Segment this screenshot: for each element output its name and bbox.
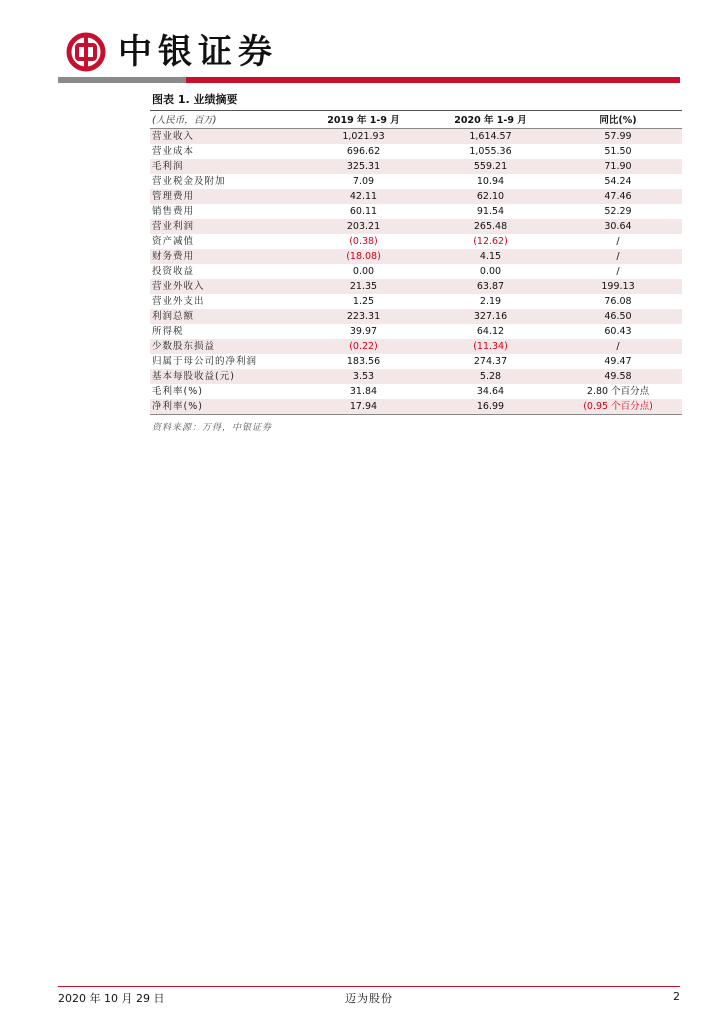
cell-2020: (12.62) bbox=[473, 236, 508, 247]
table-row bbox=[150, 189, 682, 204]
cell-yoy: 30.64 bbox=[554, 219, 682, 234]
table-row bbox=[150, 384, 682, 399]
cell-2019: 17.94 bbox=[300, 399, 427, 415]
cell-yoy: 49.58 bbox=[554, 369, 682, 384]
cell-2019: 7.09 bbox=[352, 176, 375, 187]
row-label: 毛利润 bbox=[150, 159, 300, 174]
table-row bbox=[150, 339, 682, 354]
cell-yoy: 54.24 bbox=[604, 176, 632, 187]
header-divider bbox=[58, 77, 680, 83]
row-label: 利润总额 bbox=[150, 309, 300, 324]
cell-2020: 274.37 bbox=[473, 356, 508, 367]
cell-yoy: / bbox=[616, 236, 620, 247]
cell-2019: 203.21 bbox=[300, 219, 427, 234]
cell-2020: 5.28 bbox=[427, 369, 554, 384]
table-row bbox=[150, 369, 682, 384]
cell-2019: 31.84 bbox=[349, 386, 378, 397]
row-label: 销售费用 bbox=[152, 206, 195, 217]
cell-2019: 3.53 bbox=[300, 369, 427, 384]
row-label: 财务费用 bbox=[150, 249, 300, 264]
footer-company: 迈为股份 bbox=[345, 992, 393, 1005]
row-label: 净利率(%) bbox=[150, 399, 300, 415]
cell-2019: 223.31 bbox=[300, 309, 427, 324]
cell-yoy: 199.13 bbox=[554, 279, 682, 294]
cell-2019: 39.97 bbox=[349, 326, 378, 337]
cell-yoy: / bbox=[554, 339, 682, 354]
data-source-note: 资料来源：万得，中银证券 bbox=[152, 423, 273, 433]
cell-2020: 34.64 bbox=[476, 386, 505, 397]
cell-2019: 21.35 bbox=[300, 279, 427, 294]
table-row bbox=[150, 144, 682, 159]
cell-2020: 1,055.36 bbox=[469, 146, 512, 157]
row-label: 归属于母公司的净利润 bbox=[152, 356, 258, 367]
footer-divider bbox=[58, 986, 680, 987]
cell-yoy: 49.47 bbox=[604, 356, 632, 367]
report-footer bbox=[58, 990, 680, 1006]
row-label: 毛利率(%) bbox=[152, 386, 203, 397]
cell-2019: 696.62 bbox=[346, 146, 381, 157]
cell-yoy: / bbox=[554, 249, 682, 264]
column-header-unit: (人民币，百万) bbox=[150, 113, 300, 129]
page-number: 2 bbox=[673, 990, 680, 1003]
table-row bbox=[150, 174, 682, 189]
row-label: 营业成本 bbox=[152, 146, 195, 157]
row-label: 管理费用 bbox=[150, 189, 300, 204]
table-row bbox=[150, 264, 682, 279]
cell-2020: 1,614.57 bbox=[427, 129, 554, 145]
cell-2019: 1.25 bbox=[352, 296, 375, 307]
cell-yoy: 46.50 bbox=[554, 309, 682, 324]
cell-2019: 0.00 bbox=[352, 266, 375, 277]
cell-yoy: 52.29 bbox=[604, 206, 632, 217]
row-label: 营业外支出 bbox=[152, 296, 205, 307]
cell-2020: 327.16 bbox=[427, 309, 554, 324]
brand-name: 中银证券 bbox=[118, 32, 278, 72]
cell-2019: 60.11 bbox=[349, 206, 378, 217]
table-row bbox=[150, 309, 682, 324]
table-row bbox=[150, 324, 682, 339]
cell-yoy: / bbox=[616, 266, 620, 277]
cell-2020: 63.87 bbox=[427, 279, 554, 294]
cell-yoy: 57.99 bbox=[554, 129, 682, 145]
cell-2020: 91.54 bbox=[476, 206, 505, 217]
row-label: 营业收入 bbox=[150, 129, 300, 145]
cell-yoy: 51.50 bbox=[604, 146, 632, 157]
cell-yoy: 71.90 bbox=[554, 159, 682, 174]
cell-2019: 42.11 bbox=[300, 189, 427, 204]
cell-2020: 0.00 bbox=[479, 266, 502, 277]
table-row bbox=[150, 129, 682, 145]
cell-2019: (18.08) bbox=[300, 249, 427, 264]
column-header-yoy: 同比(%) bbox=[554, 113, 682, 129]
cell-2020: 64.12 bbox=[476, 326, 505, 337]
table-row bbox=[150, 399, 682, 415]
row-label: 基本每股收益(元) bbox=[150, 369, 300, 384]
table-row bbox=[150, 234, 682, 249]
cell-2020: 559.21 bbox=[427, 159, 554, 174]
cell-2020: 2.19 bbox=[479, 296, 502, 307]
cell-yoy: 47.46 bbox=[554, 189, 682, 204]
figure-title: 图表 1. 业绩摘要 bbox=[150, 90, 682, 111]
table-header-row bbox=[150, 113, 682, 129]
table-row bbox=[150, 279, 682, 294]
bank-of-china-logo-icon bbox=[66, 32, 106, 72]
cell-yoy: 2.80 个百分点 bbox=[586, 386, 650, 397]
figure-container bbox=[150, 90, 682, 433]
footer-date: 2020 年 10 月 29 日 bbox=[58, 992, 165, 1005]
table-row bbox=[150, 294, 682, 309]
table-row bbox=[150, 204, 682, 219]
row-label: 资产减值 bbox=[152, 236, 195, 247]
cell-2019: 1,021.93 bbox=[300, 129, 427, 145]
cell-2020: 265.48 bbox=[427, 219, 554, 234]
table-row bbox=[150, 219, 682, 234]
column-header-2020: 2020 年 1-9 月 bbox=[427, 113, 554, 129]
row-label: 少数股东损益 bbox=[150, 339, 300, 354]
table-row bbox=[150, 354, 682, 369]
cell-2020: 16.99 bbox=[427, 399, 554, 415]
cell-yoy: 76.08 bbox=[604, 296, 632, 307]
column-header-2019: 2019 年 1-9 月 bbox=[300, 113, 427, 129]
cell-2020: 4.15 bbox=[427, 249, 554, 264]
row-label: 营业外收入 bbox=[150, 279, 300, 294]
table-row bbox=[150, 249, 682, 264]
row-label: 所得税 bbox=[152, 326, 184, 337]
cell-2020: 10.94 bbox=[476, 176, 505, 187]
table-row bbox=[150, 159, 682, 174]
row-label: 投资收益 bbox=[152, 266, 195, 277]
row-label: 营业利润 bbox=[150, 219, 300, 234]
cell-yoy: 60.43 bbox=[604, 326, 632, 337]
row-label: 营业税金及附加 bbox=[152, 176, 226, 187]
financial-summary-table bbox=[150, 113, 682, 415]
cell-yoy: (0.95 个百分点) bbox=[554, 399, 682, 415]
cell-2020: (11.34) bbox=[427, 339, 554, 354]
cell-2019: 183.56 bbox=[346, 356, 381, 367]
cell-2019: (0.22) bbox=[300, 339, 427, 354]
cell-2019: 325.31 bbox=[300, 159, 427, 174]
cell-2020: 62.10 bbox=[427, 189, 554, 204]
cell-2019: (0.38) bbox=[349, 236, 378, 247]
